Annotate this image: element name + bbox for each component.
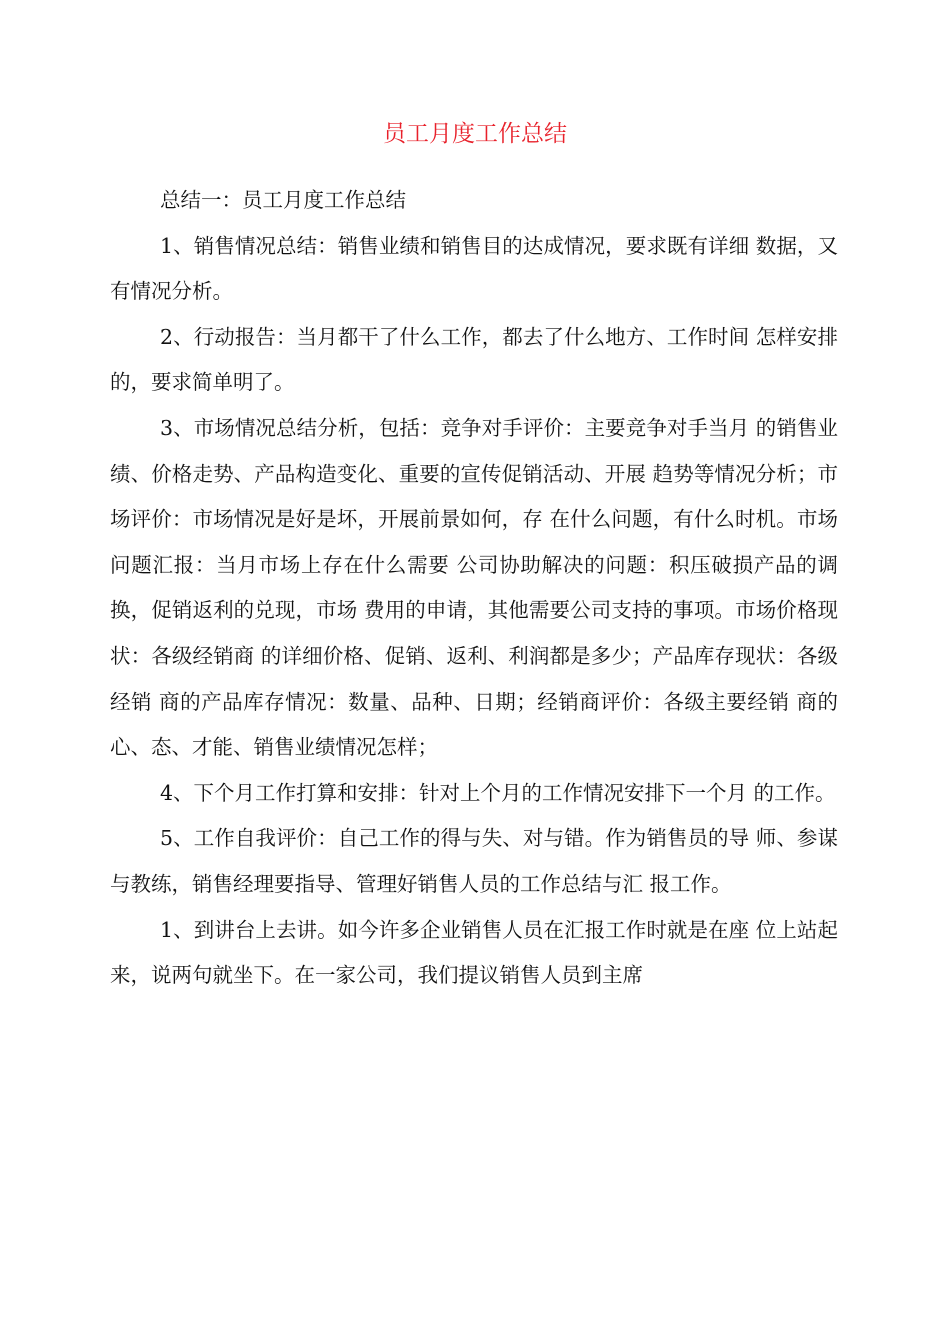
document-body [110, 178, 838, 999]
paragraph-action-report: 2、行动报告：当月都干了什么工作，都去了什么地方、工作时间 怎样安排的，要求简单明了。 [110, 324, 838, 395]
paragraph-market-analysis: 3、市场情况总结分析，包括：竞争对手评价：主要竞争对手当月 的销售业绩、价格走势、产品构造变化、重要的宣传促销活动、开展 趋势等情况分析；市场评价：市场情况是好是坏，开展前景如何，存 在什么问题，有什么时机。市场问题汇报：当月市场上存在什么需要 公司协助解决的问题：积压破损产品的调换，促销返利的兑现，市场 费用的申请，其他需要公司支持的事项。市场价格现状：各级经销商 的详细价格、促销、返利、利润都是多少；产品库存现状：各级经销 商的产品库存情况：数量、品种、日期；经销商评价：各级主要经销 商的心、态、才能、销售业绩情况怎样； [110, 415, 838, 760]
paragraph-sales-summary: 1、销售情况总结：销售业绩和销售目的达成情况，要求既有详细 数据，又有情况分析。 [110, 233, 838, 304]
paragraph-intro: 总结一：员工月度工作总结 [160, 188, 406, 212]
paragraph-next-month-plan: 4、下个月工作打算和安排：针对上个月的工作情况安排下一个月 的工作。 [160, 780, 836, 805]
document-title: 员工月度工作总结 [383, 121, 567, 147]
paragraph-self-evaluation: 5、工作自我评价：自己工作的得与失、对与错。作为销售员的导 师、参谋与教练，销售经理要指导、管理好销售人员的工作总结与汇 报工作。 [110, 826, 838, 896]
paragraph-podium: 1、到讲台上去讲。如今许多企业销售人员在汇报工作时就是在座 位上站起来，说两句就坐下。在一家公司，我们提议销售人员到主席 [110, 917, 838, 988]
